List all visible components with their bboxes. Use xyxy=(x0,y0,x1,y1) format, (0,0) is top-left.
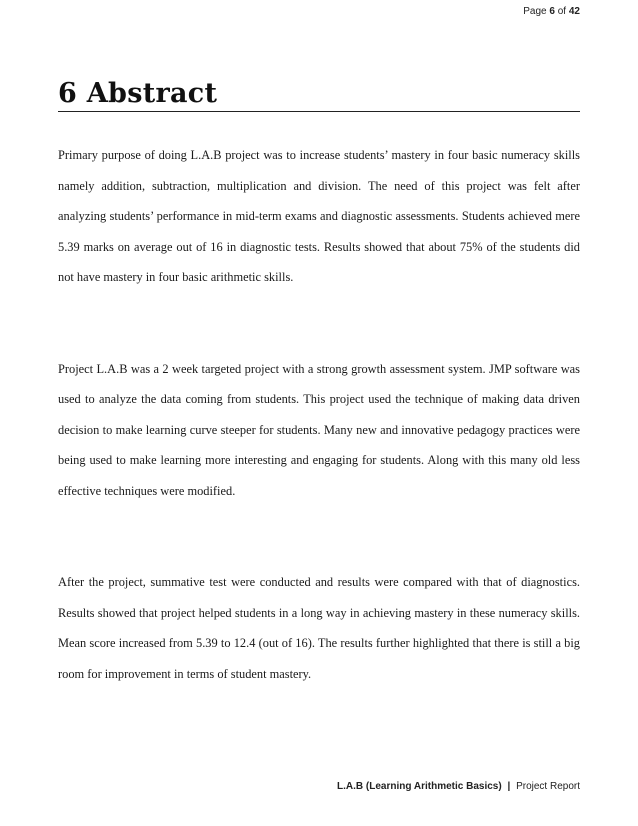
section-heading: 6 Abstract xyxy=(58,78,580,112)
page-number xyxy=(523,6,580,17)
paragraph-2: Project L.A.B was a 2 week targeted project with a strong growth assessment system. JMP software was used to analyze the data coming from students. This project used the technique of making data driven decision to make learning curve steeper for students. Many new and innovative pedagogy practices were being used to make learning more interesting and engaging for students. Along with this many old less effective techniques were modified. xyxy=(58,361,580,498)
footer-subtitle: Project Report xyxy=(516,781,580,792)
footer-separator: | xyxy=(507,781,511,792)
page-current: 6 xyxy=(549,6,555,17)
paragraph-1: Primary purpose of doing L.A.B project was to increase students’ mastery in four basic numeracy skills namely addition, subtraction, multiplication and division. The need of this project was felt after analyzing students’ performance in mid-term exams and diagnostic assessments. Students achieved mere 5.39 marks on average out of 16 in diagnostic tests. Results showed that about 75% of the students did not have mastery in four basic arithmetic skills. xyxy=(58,148,580,284)
page-total: 42 xyxy=(568,6,580,17)
paragraph-3: After the project, summative test were conducted and results were compared with that of diagnostics. Results showed that project helped students in a long way in achieving mastery in these numeracy skills. Mean score increased from 5.39 to 12.4 (out of 16). The results further highlighted that there is still a big room for improvement in terms of student mastery. xyxy=(58,575,580,681)
footer xyxy=(337,781,580,792)
abstract-body xyxy=(58,140,580,689)
page-word: Page xyxy=(523,6,547,17)
footer-title: L.A.B (Learning Arithmetic Basics) xyxy=(337,781,502,792)
page-of: of xyxy=(557,6,567,17)
